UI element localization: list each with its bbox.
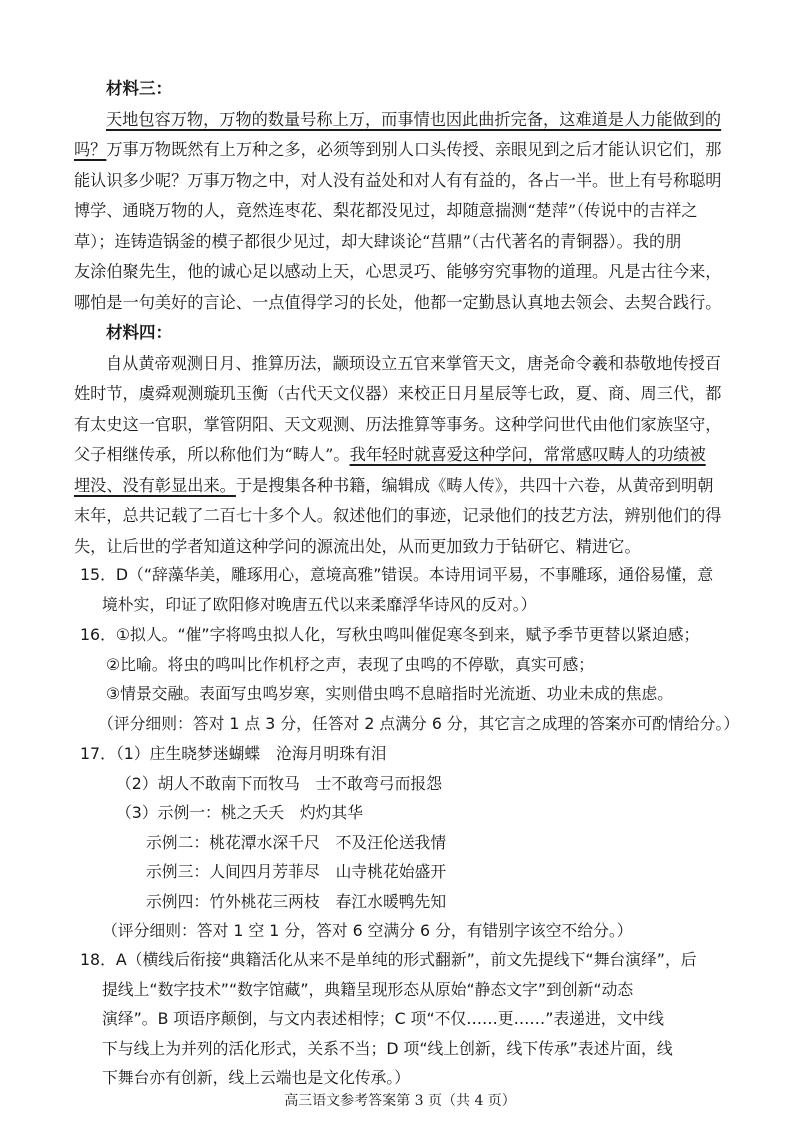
material-three-heading: 材料三： — [106, 79, 172, 98]
answer-line: 示例二：桃花潭水深千尺 不及汪伦送我情 — [146, 832, 447, 852]
underlined-text: 天地包容万物，万物的数量号称上万，而事情也因此曲折完备，这难道是人力能做到的 — [106, 109, 722, 129]
answer-15 — [80, 560, 740, 619]
answer-line: 下舞台亦有创新，线上云端也是文化传承。） — [102, 1068, 411, 1087]
text-line — [74, 135, 734, 166]
text-line: 末年，总共记载了二百七十多个人。叙述他们的事迹，记录他们的技艺方法，辨别他们的得 — [74, 506, 722, 525]
underlined-text: 我年轻时就喜爱这种学问，常常感叹畴人的功绩被 — [349, 445, 706, 464]
answer-line: ②比喻。将虫的鸣叫比作机杼之声，表现了虫鸣的不停歇，真实可感； — [106, 654, 595, 674]
answer-line: 15．D（“辞藻华美，雕琢用心，意境高雅”错误。本诗用词平易，不事雕琢，通俗易懂，意 — [80, 565, 714, 584]
text-line: 姓时节，虞舜观测璇玑玉衡（古代天文仪器）来校正日月星辰等七政，夏、商、周三代，都 — [74, 384, 722, 403]
material-three — [74, 74, 734, 318]
answer-line: 下与线上为并列的活化形式，关系不当；D 项“线上创新，线下传承”表述片面，线 — [102, 1038, 673, 1058]
answer-line: 境朴实，印证了欧阳修对晚唐五代以来柔靡浮华诗风的反对。） — [102, 594, 537, 614]
underlined-text: 埋没、没有彰显出来。 — [74, 475, 236, 495]
underlined-text: 吗？ — [74, 140, 107, 159]
answer-line: ③情景交融。表面写虫鸣岁寒，实则借虫鸣不息暗指时光流逝、功业未成的焦虑。 — [106, 684, 674, 703]
answer-line: 17．（1）庄生晓梦迷蝴蝶 沧海月明珠有泪 — [80, 744, 387, 763]
text-line: 哪怕是一句美好的言论、一点值得学习的长处，他都一定勤恳认真地去领会、去契合践行。 — [74, 292, 722, 312]
answer-line: 16．①拟人。“催”字将鸣虫拟人化，写秋虫鸣叫催促寒冬到来，赋予季节更替以紧迫感； — [80, 625, 700, 644]
text-line: 草）；连铸造锅釜的模子都很少见过，却大肆谈论“莒鼎”（古代著名的青铜器）。我的朋 — [74, 231, 682, 251]
text-line — [74, 440, 734, 471]
text-line: 自从黄帝观测日月、推算历法，颛顼设立五官来掌管天文，唐尧命令羲和恭敬地传授百 — [106, 353, 722, 373]
text-span: 父子相继传承，所以称他们为“畴人”。 — [74, 445, 350, 464]
text-line: 博学、通晓万物的人，竟然连枣花、梨花都没见过，却随意揣测“楚萍”（传说中的吉祥之 — [74, 201, 698, 220]
material-four-heading: 材料四： — [106, 323, 172, 342]
material-four — [74, 318, 734, 562]
answer-line: （2）胡人不敢南下而牧马 士不敢弯弓而报怨 — [116, 773, 442, 793]
answer-line: 18．A（横线后衔接“典籍活化从来不是单纯的形式翻新”，前文先提线下“舞台演绎”，后 — [80, 950, 697, 969]
answer-17 — [80, 739, 740, 946]
scoring-note: （评分细则：答对 1 空 1 分，答对 6 空满分 6 分，有错别字该空不给分。） — [102, 921, 633, 940]
text-line: 失，让后世的学者知道这种学问的源流出处，从而更加致力于钻研它、精进它。 — [74, 536, 641, 556]
answer-16 — [80, 620, 740, 738]
text-line — [74, 105, 734, 136]
answer-18 — [80, 945, 740, 1093]
answer-line: 提线上“数字技术”“数字馆藏”，典籍呈现形态从原始“静态文字”到创新“动态 — [102, 979, 634, 999]
page-footer: 高三语文参考答案第 3 页（共 4 页） — [284, 1093, 516, 1109]
answer-line: 示例四：竹外桃花三两枝 春江水暖鸭先知 — [146, 891, 447, 911]
scoring-note: （评分细则：答对 1 点 3 分，任答对 2 点满分 6 分，其它言之成理的答案亦可酌情给分。） — [98, 713, 740, 733]
text-span: 万事万物既然有上万种之多，必须等到别人口头传授、亲眼见到之后才能认识它们，那 — [106, 140, 722, 159]
text-line: 能认识多少呢？万事万物之中，对人没有益处和对人有有益的，各占一半。世上有号称聪明 — [74, 170, 722, 190]
text-line: 友涂伯聚先生，他的诚心足以感动上天，心思灵巧、能够穷究事物的道理。凡是古往今来， — [74, 262, 722, 281]
answer-line: 演绎”。B 项语序颠倒，与文内表述相悖；C 项“不仅……更……”表递进，文中线 — [102, 1009, 664, 1028]
text-line — [74, 471, 734, 502]
answer-line: （3）示例一：桃之夭夭 灼灼其华 — [116, 803, 364, 822]
text-line: 有太史这一官职，掌管阴阳、天文观测、历法推算等事务。这种学问世代由他们家族坚守， — [74, 414, 722, 434]
answer-line: 示例三：人间四月芳菲尽 山寺桃花始盛开 — [146, 862, 447, 881]
text-span: 于是搜集各种书籍，编辑成《畴人传》，共四十六卷，从黄帝到明朝 — [235, 475, 714, 495]
